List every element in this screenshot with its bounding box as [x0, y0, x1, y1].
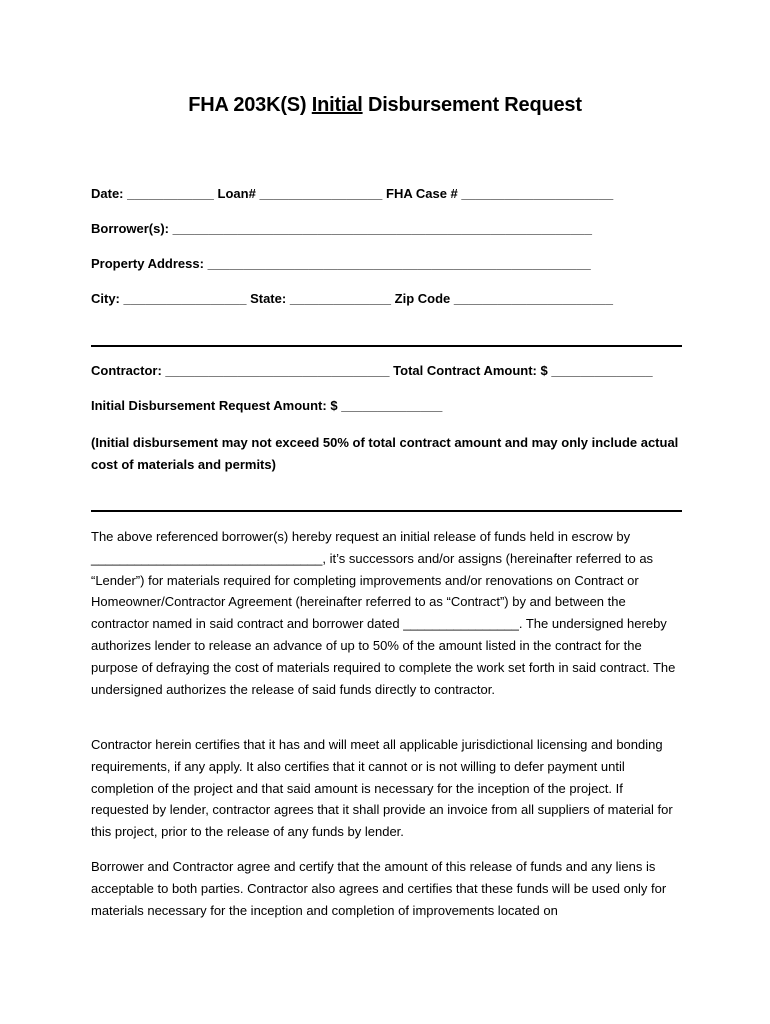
lender-name-field[interactable]: ________________________________ — [91, 550, 323, 566]
loan-label: Loan# — [217, 186, 256, 201]
property-address-field[interactable]: _____________________________________________________ — [207, 256, 591, 271]
contractor-certification-paragraph: Contractor herein certifies that it has and will meet all applicable jurisdictional licensing and bonding requirements, if any apply. It also certifies that it cannot or is not willing to defer payment until completion of the project and that said amount is necessary for the inception of the project. If requested by lender, contractor agrees that it shall provide an invoice from all suppliers of material for this project, prior to the release of any funds by lender. — [91, 737, 673, 840]
borrower-row — [91, 221, 592, 236]
paragraph-text: . The undersigned hereby authorizes lender to release an advance of up to 50% of the amount listed in the contract for the purpose of defraying the cost of materials required to complete the work set forth in said contract. The undersigned authorizes the release of said funds directly to contractor. — [91, 616, 676, 697]
city-label: City: — [91, 291, 120, 306]
zip-code-field[interactable]: ______________________ — [453, 291, 613, 306]
city-field[interactable]: _________________ — [123, 291, 247, 306]
fha-case-label: FHA Case # — [386, 186, 458, 201]
paragraph-text: The above referenced borrower(s) hereby request an initial release of funds held in escrow by — [91, 529, 631, 544]
contractor-field[interactable]: _______________________________ — [165, 363, 390, 378]
escrow-release-paragraph — [91, 526, 683, 700]
contract-date-field[interactable]: ________________ — [403, 616, 519, 632]
section-divider-top — [91, 345, 682, 347]
city-state-zip-row — [91, 291, 613, 306]
state-field[interactable]: ______________ — [289, 291, 392, 306]
borrower-label: Borrower(s): — [91, 221, 170, 236]
agreement-paragraph: Borrower and Contractor agree and certify that the amount of this release of funds and any liens is acceptable to both parties. Contractor also agrees and certifies that these funds will be used only for materials necessary for the inception and completion of improvements located on — [91, 859, 667, 918]
contractor-label: Contractor: — [91, 363, 162, 378]
date-label: Date: — [91, 186, 124, 201]
fha-case-field[interactable]: _____________________ — [461, 186, 614, 201]
page-title — [0, 94, 770, 117]
borrower-field[interactable]: __________________________________________________________ — [172, 221, 592, 236]
date-field[interactable]: ____________ — [127, 186, 214, 201]
initial-disbursement-label: Initial Disbursement Request Amount: $ — [91, 398, 338, 413]
title-suffix: Disbursement Request — [367, 94, 582, 116]
title-prefix: FHA 203K(S) — [188, 94, 307, 116]
total-contract-amount-label: Total Contract Amount: $ — [393, 363, 548, 378]
paragraph-text: , it’s successors and/or assigns (hereinafter referred to as “Lender”) for materials required for completing improvements and/or renovations on Contract or Homeowner/Contractor Agreement (hereinafter referred to as “Contract”) by and between the contractor named in said contract and borrower dated — [91, 550, 654, 632]
title-underlined-word: Initial — [311, 94, 363, 116]
section-divider-bottom — [91, 510, 682, 512]
property-address-label: Property Address: — [91, 256, 204, 271]
disbursement-limit-note: (Initial disbursement may not exceed 50% of total contract amount and may only include actual cost of materials and permits) — [91, 435, 679, 472]
property-address-row — [91, 256, 591, 271]
initial-disbursement-row — [91, 398, 442, 413]
contractor-row — [91, 363, 653, 378]
date-loan-case-row — [91, 186, 613, 201]
state-label: State: — [250, 291, 287, 306]
zip-code-label: Zip Code — [394, 291, 451, 306]
loan-field[interactable]: _________________ — [259, 186, 383, 201]
total-contract-amount-field[interactable]: ______________ — [551, 363, 653, 378]
initial-disbursement-field[interactable]: ______________ — [341, 398, 443, 413]
